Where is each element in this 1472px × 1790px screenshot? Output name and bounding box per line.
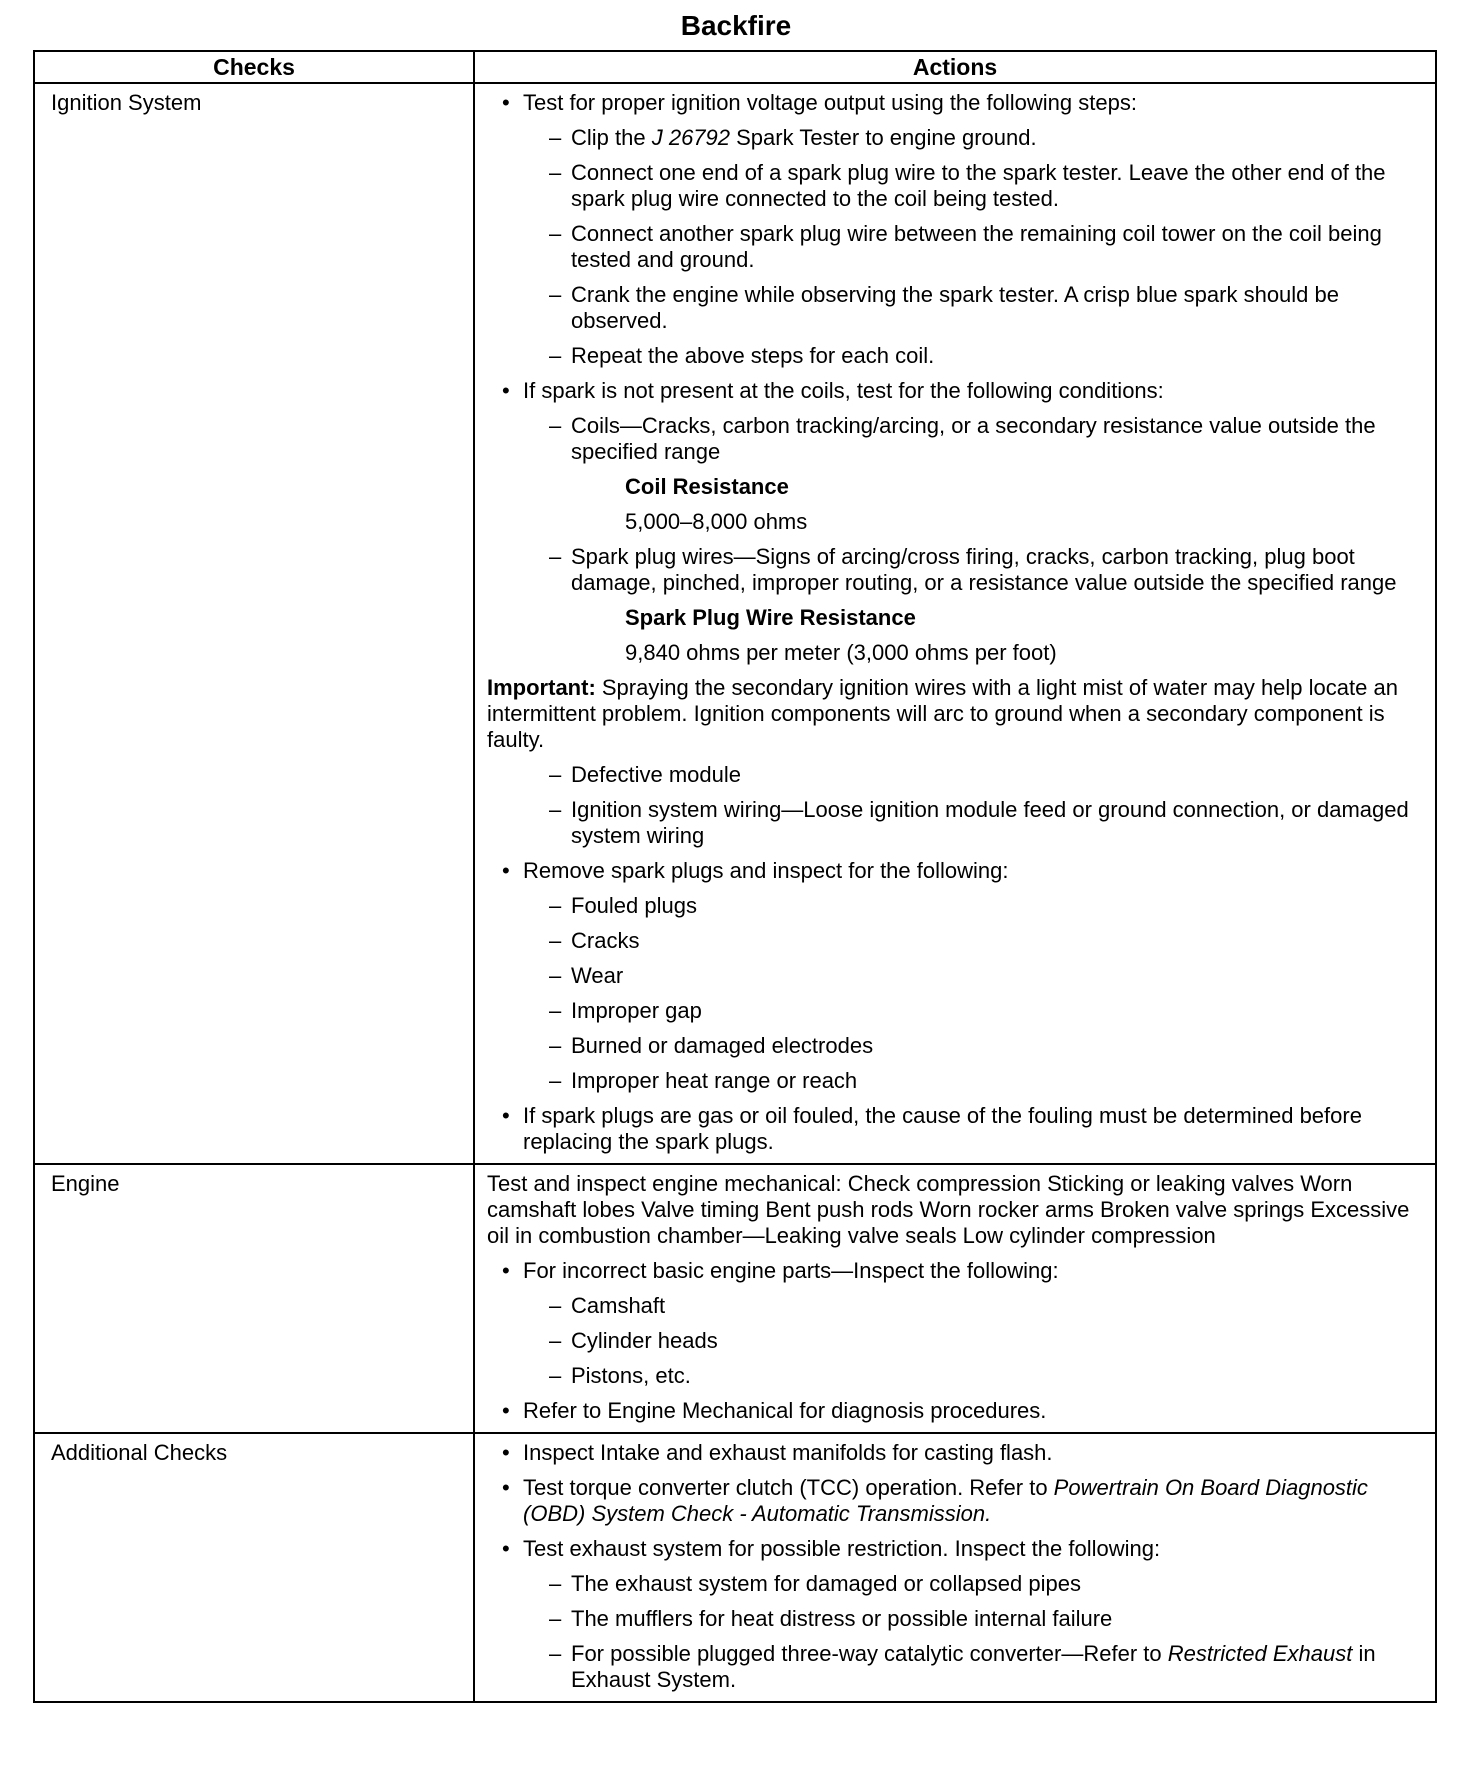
bullet-item: • If spark is not present at the coils, test for the following conditions:: [487, 378, 1417, 404]
dash-item: – Improper heat range or reach: [487, 1068, 1417, 1094]
dash-item: – Connect another spark plug wire between the remaining coil tower on the coil being tested and ground.: [487, 221, 1417, 273]
dash-item: – Burned or damaged electrodes: [487, 1033, 1417, 1059]
coil-resistance-value: 5,000–8,000 ohms: [625, 509, 808, 534]
table-row-engine: [34, 1164, 1436, 1433]
dash-item: – The mufflers for heat distress or possible internal failure: [487, 1606, 1417, 1632]
dash-item: – Coils—Cracks, carbon tracking/arcing, or a secondary resistance value outside the specified range: [487, 413, 1417, 465]
important-label: Important:: [487, 675, 596, 700]
dash-item: – Cylinder heads: [487, 1328, 1417, 1354]
check-additional: Additional Checks: [34, 1433, 474, 1702]
actions-header: Actions: [474, 51, 1436, 83]
dash-item: – Improper gap: [487, 998, 1417, 1024]
bullet-item: • Inspect Intake and exhaust manifolds for casting flash.: [487, 1440, 1417, 1466]
engine-paragraph: Test and inspect engine mechanical: Check compression Sticking or leaking valves Worn camshaft lobes Valve timing Bent push rods Worn rocker arms Broken valve springs Excessive oil in combustion chamber—Leaking valve seals Low cylinder compression: [487, 1171, 1410, 1248]
dash-item: – The exhaust system for damaged or collapsed pipes: [487, 1571, 1417, 1597]
important-note: Important: Spraying the secondary ignition wires with a light mist of water may help locate an intermittent problem. Ignition components will arc to ground when a secondary component is faulty.: [487, 675, 1398, 752]
dash-item: – Clip the J 26792 Spark Tester to engine ground.: [487, 125, 1417, 151]
actions-ignition-system: [474, 83, 1436, 1164]
bullet-item: • For incorrect basic engine parts—Inspect the following:: [487, 1258, 1417, 1284]
bullet-item: • Test for proper ignition voltage output using the following steps:: [487, 90, 1417, 116]
dash-item: – Spark plug wires—Signs of arcing/cross firing, cracks, carbon tracking, plug boot damage, pinched, improper routing, or a resistance value outside the specified range: [487, 544, 1417, 596]
actions-engine: [474, 1164, 1436, 1433]
page-title: Backfire: [680, 10, 792, 41]
dash-item: – Defective module: [487, 762, 1417, 788]
coil-resistance-label: Coil Resistance: [625, 474, 789, 499]
document-reference: Powertrain On Board Diagnostic (OBD) System Check - Automatic Transmission.: [523, 1475, 1368, 1526]
wire-resistance-label: Spark Plug Wire Resistance: [625, 605, 916, 630]
tool-number: J 26792: [651, 125, 731, 150]
dash-item: – Ignition system wiring—Loose ignition module feed or ground connection, or damaged system wiring: [487, 797, 1417, 849]
dash-item: – Connect one end of a spark plug wire to the spark tester. Leave the other end of the spark plug wire connected to the coil being tested.: [487, 160, 1417, 212]
check-ignition-system: Ignition System: [34, 83, 474, 1164]
bullet-item: • Remove spark plugs and inspect for the following:: [487, 858, 1417, 884]
table-row-additional: [34, 1433, 1436, 1702]
dash-item: – Camshaft: [487, 1293, 1417, 1319]
dash-item: – Fouled plugs: [487, 893, 1417, 919]
table-row-ignition: [34, 83, 1436, 1164]
wire-resistance-value: 9,840 ohms per meter (3,000 ohms per foot): [625, 640, 1057, 665]
dash-item: – Repeat the above steps for each coil.: [487, 343, 1417, 369]
dash-item: – Crank the engine while observing the spark tester. A crisp blue spark should be observed.: [487, 282, 1417, 334]
bullet-item: • If spark plugs are gas or oil fouled, the cause of the fouling must be determined before replacing the spark plugs.: [487, 1103, 1417, 1155]
checks-header: Checks: [34, 51, 474, 83]
bullet-item: • Test torque converter clutch (TCC) operation. Refer to Powertrain On Board Diagnostic (OBD) System Check - Automatic Transmission.: [487, 1475, 1417, 1527]
dash-item: – Wear: [487, 963, 1417, 989]
dash-item: – Pistons, etc.: [487, 1363, 1417, 1389]
header-row: [34, 51, 1436, 83]
document-reference: Restricted Exhaust: [1167, 1641, 1353, 1666]
diagnostic-table: [33, 50, 1437, 1703]
actions-additional: [474, 1433, 1436, 1702]
dash-item: – Cracks: [487, 928, 1417, 954]
bullet-item: • Test exhaust system for possible restriction. Inspect the following:: [487, 1536, 1417, 1562]
bullet-item: • Refer to Engine Mechanical for diagnosis procedures.: [487, 1398, 1417, 1424]
dash-item: – For possible plugged three-way catalytic converter—Refer to Restricted Exhaust in Exhaust System.: [487, 1641, 1417, 1693]
check-engine: Engine: [34, 1164, 474, 1433]
